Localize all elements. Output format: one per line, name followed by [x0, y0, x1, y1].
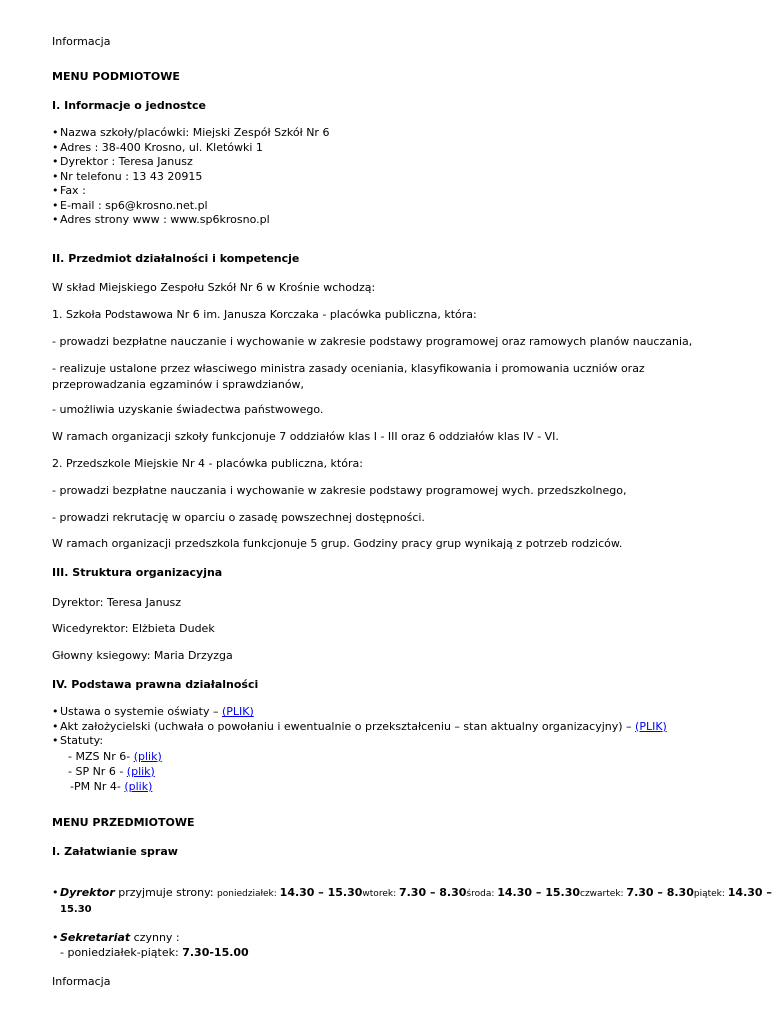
day-label: czwartek: [580, 889, 627, 899]
office-hours-list [52, 885, 772, 960]
list-item [52, 720, 667, 735]
list-item: • Nr telefonu : 13 43 20915 [52, 170, 329, 185]
file-link[interactable]: (PLIK) [635, 719, 667, 733]
list-item [52, 930, 772, 960]
list-item-text: Statuty: [60, 734, 104, 747]
file-link[interactable]: (plik) [126, 764, 155, 778]
paragraph: Głowny ksiegowy: Maria Drzyzga [52, 649, 233, 662]
hours: 7.30-15.00 [182, 946, 249, 959]
paragraph: 1. Szkoła Podstawowa Nr 6 im. Janusza Korczaka - placówka publiczna, która: [52, 308, 477, 321]
list-item: • Adres strony www : www.sp6krosno.pl [52, 213, 329, 228]
paragraph: W skład Miejskiego Zespołu Szkół Nr 6 w Krośnie wchodzą: [52, 281, 376, 294]
menu-podmiotowe-heading: MENU PODMIOTOWE [52, 70, 180, 83]
day-label: piątek: [693, 889, 728, 899]
list-item-text: Ustawa o systemie oświaty – [60, 705, 222, 718]
statute-item [60, 749, 667, 764]
days-label: - poniedziałek-piątek: [60, 946, 183, 959]
section-2-title: II. Przedmiot działalności i kompetencje [52, 252, 300, 265]
legal-basis-list [52, 705, 667, 794]
section-4-title: IV. Podstawa prawna działalności [52, 678, 259, 691]
day-label: poniedziałek: [217, 889, 280, 899]
statute-item [60, 779, 667, 794]
paragraph: - realizuje ustalone przez własciwego ministra zasady oceniania, klasyfikowania i promowania uczniów oraz przeprowadzania egzaminów i sprawdzianów, [52, 362, 645, 391]
paragraph: Dyrektor: Teresa Janusz [52, 596, 182, 609]
hours: 7.30 – 8.30 [626, 886, 694, 899]
hours: 7.30 – 8.30 [398, 886, 467, 899]
file-link[interactable]: (plik) [133, 749, 162, 763]
list-item: • Fax : [52, 184, 329, 199]
sekretariat-label: Sekretariat [60, 931, 131, 944]
day-label: wtorek: [362, 889, 399, 899]
day-label: środa: [466, 889, 498, 899]
list-item-text: Akt założycielski (uchwała o powołaniu i ewentualnie o przekształceniu – stan aktualny organizacyjny) – [60, 719, 636, 733]
list-item: • Nazwa szkoły/placówki: Miejski Zespół Szkół Nr 6 [52, 126, 329, 141]
list-item [52, 705, 667, 720]
sekretariat-hours-row [60, 945, 772, 960]
paragraph: - umożliwia uzyskanie świadectwa państwowego. [52, 403, 324, 416]
hours: 14.30 – [727, 886, 772, 899]
hours-continued: 15.30 [60, 904, 92, 915]
list-item: • E-mail : sp6@krosno.net.pl [52, 199, 329, 214]
paragraph: - prowadzi bezpłatne nauczania i wychowanie w zakresie podstawy programowej wych. przedszkolnego, [52, 484, 627, 497]
statute-label: -PM Nr 4- [70, 779, 125, 793]
statute-item [60, 764, 667, 779]
paragraph: 2. Przedszkole Miejskie Nr 4 - placówka publiczna, która: [52, 457, 363, 470]
statute-label: - SP Nr 6 - [68, 764, 127, 778]
section-3-title: III. Struktura organizacyjna [52, 566, 223, 579]
hours: 14.30 – 15.30 [497, 886, 580, 899]
unit-info-list [52, 126, 329, 228]
statute-label: - MZS Nr 6- [68, 749, 134, 763]
paragraph: - prowadzi bezpłatne nauczanie i wychowanie w zakresie podstawy programowej oraz ramowych planów nauczania, [52, 335, 693, 348]
section-1-title: I. Informacje o jednostce [52, 99, 206, 112]
sekretariat-text: czynny : [130, 931, 180, 944]
file-link[interactable]: (PLIK) [221, 705, 254, 718]
paragraph: Wicedyrektor: Elżbieta Dudek [52, 622, 215, 635]
paragraph: - prowadzi rekrutację w oparciu o zasadę powszechnej dostępności. [52, 511, 425, 524]
header-text: Informacja [52, 35, 111, 48]
section-5-title: I. Załatwianie spraw [52, 845, 178, 858]
list-item [52, 734, 667, 794]
menu-przedmiotowe-heading: MENU PRZEDMIOTOWE [52, 816, 195, 829]
dyrektor-label: Dyrektor [60, 886, 115, 899]
hours: 14.30 – 15.30 [279, 886, 363, 899]
list-item: • Adres : 38-400 Krosno, ul. Kletówki 1 [52, 141, 329, 156]
footer-text: Informacja [52, 975, 111, 988]
file-link[interactable]: (plik) [124, 779, 153, 793]
list-item: • Dyrektor : Teresa Janusz [52, 155, 329, 170]
paragraph: W ramach organizacji szkoły funkcjonuje 7 oddziałów klas I - III oraz 6 oddziałów klas IV - VI. [52, 430, 559, 443]
list-item [52, 885, 772, 917]
paragraph: W ramach organizacji przedszkola funkcjonuje 5 grup. Godziny pracy grup wynikają z potrzeb rodziców. [52, 537, 623, 550]
dyrektor-text: przyjmuje strony: [114, 886, 218, 899]
